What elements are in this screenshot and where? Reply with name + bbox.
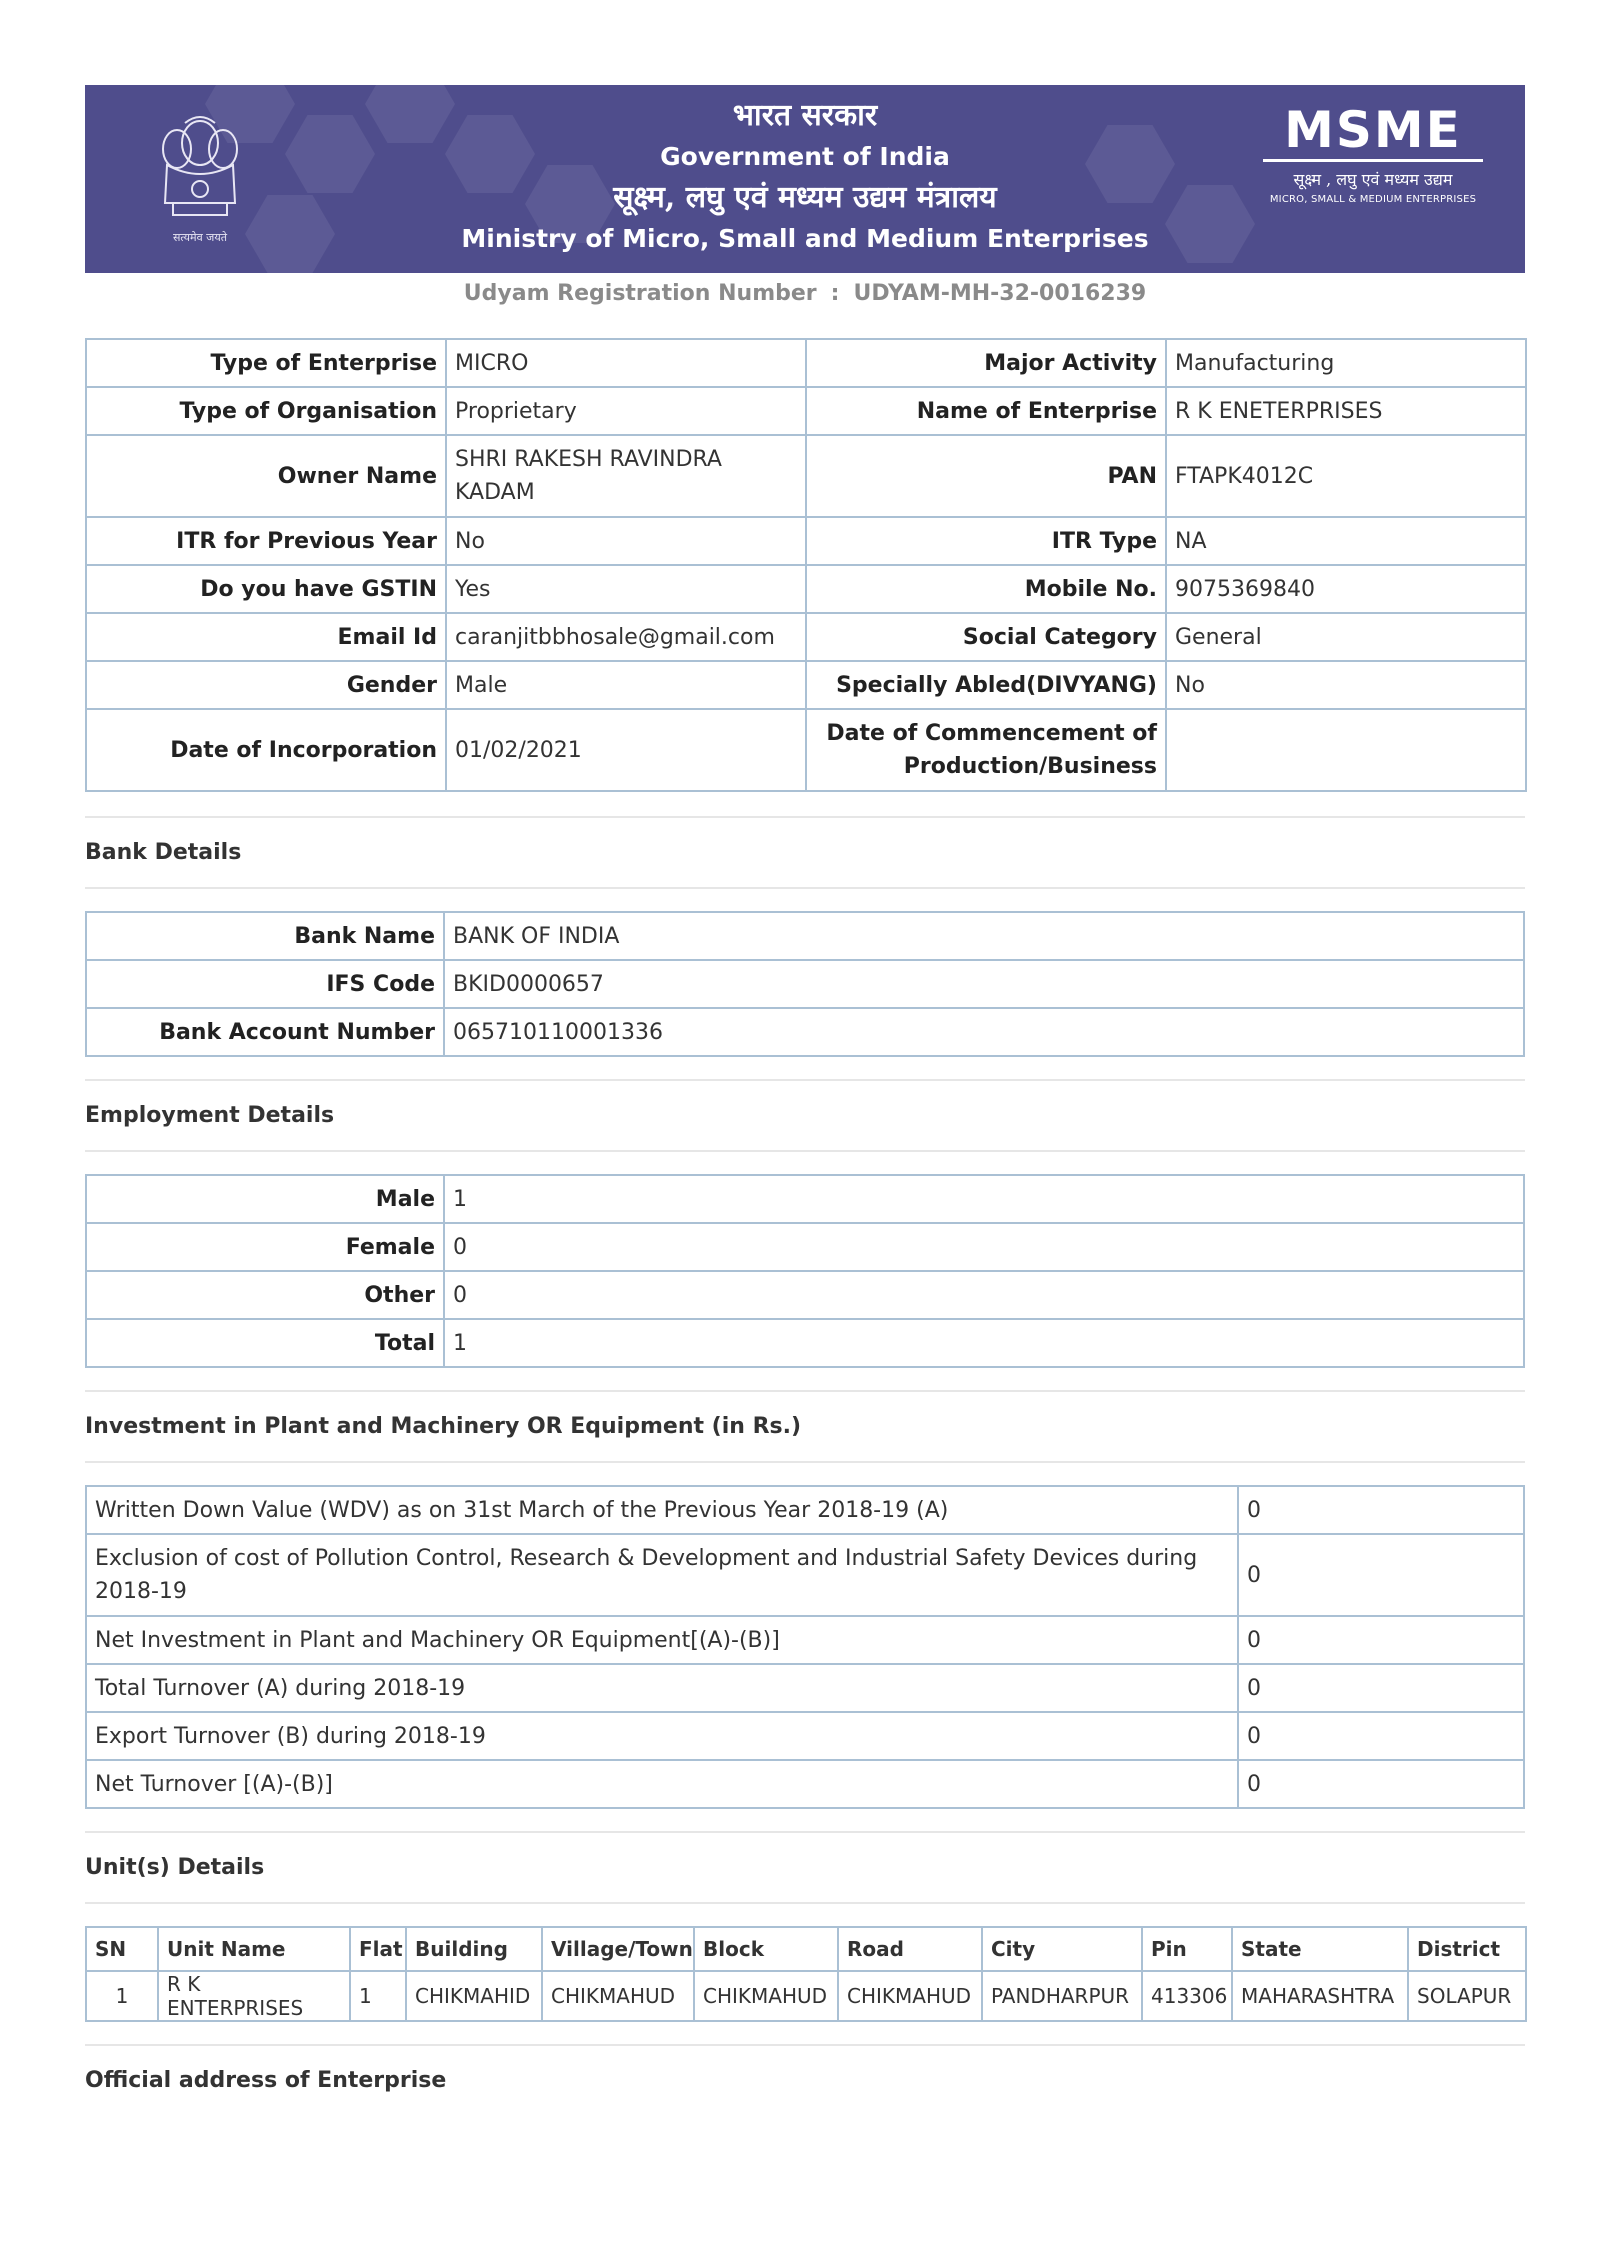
table-cell: SOLAPUR [1408, 1971, 1526, 2021]
registration-label: Udyam Registration Number [463, 281, 817, 306]
msme-logo [1263, 103, 1483, 205]
table-row [86, 517, 1526, 565]
table-header-row [86, 1927, 1526, 1971]
govt-hindi: भारत सरकार [732, 98, 878, 133]
field-value: Yes [446, 565, 806, 613]
field-value: 01/02/2021 [446, 709, 806, 791]
table-cell: CHIKMAHUD [838, 1971, 982, 2021]
certificate-page [85, 85, 1525, 2115]
investment-label: Total Turnover (A) during 2018-19 [86, 1664, 1238, 1712]
table-row [86, 1486, 1524, 1534]
investment-label: Net Investment in Plant and Machinery OR Equipment[(A)-(B)] [86, 1616, 1238, 1664]
field-value: BKID0000657 [444, 960, 1524, 1008]
table-row [86, 1223, 1524, 1271]
field-value: BANK OF INDIA [444, 912, 1524, 960]
investment-label: Export Turnover (B) during 2018-19 [86, 1712, 1238, 1760]
bank-details-table [85, 911, 1525, 1057]
field-value: General [1166, 613, 1526, 661]
field-label: Social Category [806, 613, 1166, 661]
section-title-bank: Bank Details [85, 840, 242, 865]
table-row [86, 1971, 1526, 2021]
investment-value: 0 [1238, 1712, 1524, 1760]
field-label: Date of Incorporation [86, 709, 446, 791]
field-label: Other [86, 1271, 444, 1319]
column-header: Pin [1142, 1927, 1232, 1971]
section-title-investment: Investment in Plant and Machinery OR Equipment (in Rs.) [85, 1414, 802, 1439]
table-row [86, 1319, 1524, 1367]
field-label: PAN [806, 435, 1166, 517]
field-label: ITR Type [806, 517, 1166, 565]
field-label: ITR for Previous Year [86, 517, 446, 565]
investment-value: 0 [1238, 1664, 1524, 1712]
column-header: Flat [350, 1927, 406, 1971]
field-label: Male [86, 1175, 444, 1223]
field-value: 1 [444, 1175, 1524, 1223]
field-label: Specially Abled(DIVYANG) [806, 661, 1166, 709]
enterprise-details-table [85, 338, 1527, 792]
section-divider [85, 887, 1525, 889]
table-cell: MAHARASHTRA [1232, 1971, 1408, 2021]
field-value: R K ENETERPRISES [1166, 387, 1526, 435]
employment-details-table [85, 1174, 1525, 1368]
investment-value: 0 [1238, 1760, 1524, 1808]
emblem-motto: सत्यमेव जयते [172, 231, 228, 244]
field-value: MICRO [446, 339, 806, 387]
table-row [86, 339, 1526, 387]
table-row [86, 435, 1526, 517]
field-label: Total [86, 1319, 444, 1367]
section-title-employment: Employment Details [85, 1103, 335, 1128]
ministry-english: Ministry of Micro, Small and Medium Enterprises [461, 224, 1149, 253]
section-title-units: Unit(s) Details [85, 1855, 265, 1880]
field-label: IFS Code [86, 960, 444, 1008]
field-label: Major Activity [806, 339, 1166, 387]
field-value: Proprietary [446, 387, 806, 435]
table-cell: 413306 [1142, 1971, 1232, 2021]
field-value: No [1166, 661, 1526, 709]
table-row [86, 709, 1526, 791]
table-row [86, 960, 1524, 1008]
field-value: No [446, 517, 806, 565]
table-cell: PANDHARPUR [982, 1971, 1142, 2021]
investment-value: 0 [1238, 1486, 1524, 1534]
section-divider [85, 1150, 1525, 1152]
table-row [86, 1271, 1524, 1319]
field-label: Mobile No. [806, 565, 1166, 613]
field-value: FTAPK4012C [1166, 435, 1526, 517]
column-header: State [1232, 1927, 1408, 1971]
investment-label: Net Turnover [(A)-(B)] [86, 1760, 1238, 1808]
table-cell: CHIKMAHUD [542, 1971, 694, 2021]
field-value: 1 [444, 1319, 1524, 1367]
field-value: 0 [444, 1271, 1524, 1319]
field-label: Type of Enterprise [86, 339, 446, 387]
udyam-registration [85, 281, 1525, 306]
column-header: City [982, 1927, 1142, 1971]
field-value: SHRI RAKESH RAVINDRA KADAM [446, 435, 806, 517]
table-row [86, 661, 1526, 709]
investment-table [85, 1485, 1525, 1809]
table-row [86, 1712, 1524, 1760]
table-row [86, 565, 1526, 613]
field-label: Female [86, 1223, 444, 1271]
table-row [86, 1760, 1524, 1808]
table-cell: 1 [86, 1971, 158, 2021]
table-cell: 1 [350, 1971, 406, 2021]
table-row [86, 1175, 1524, 1223]
field-label: Bank Name [86, 912, 444, 960]
investment-label: Written Down Value (WDV) as on 31st March of the Previous Year 2018-19 (A) [86, 1486, 1238, 1534]
field-value: 9075369840 [1166, 565, 1526, 613]
column-header: District [1408, 1927, 1526, 1971]
field-value [1166, 709, 1526, 791]
investment-label: Exclusion of cost of Pollution Control, Research & Development and Industrial Safety Devices during 2018-19 [86, 1534, 1238, 1616]
field-label: Email Id [86, 613, 446, 661]
field-value: 065710110001336 [444, 1008, 1524, 1056]
field-label: Owner Name [86, 435, 446, 517]
msme-logo-subtitle: MICRO, SMALL & MEDIUM ENTERPRISES [1269, 194, 1477, 205]
table-row [86, 613, 1526, 661]
field-label: Type of Organisation [86, 387, 446, 435]
investment-value: 0 [1238, 1534, 1524, 1616]
column-header: Block [694, 1927, 838, 1971]
section-title-official-address: Official address of Enterprise [85, 2068, 447, 2093]
field-value: Male [446, 661, 806, 709]
field-label: Name of Enterprise [806, 387, 1166, 435]
units-table [85, 1926, 1527, 2022]
column-header: Unit Name [158, 1927, 350, 1971]
table-cell: CHIKMAHID [406, 1971, 542, 2021]
msme-logo-word: MSME [1263, 103, 1483, 162]
header-banner [85, 85, 1525, 273]
column-header: Village/Town [542, 1927, 694, 1971]
investment-value: 0 [1238, 1616, 1524, 1664]
registration-number: UDYAM-MH-32-0016239 [853, 281, 1147, 306]
table-row [86, 912, 1524, 960]
table-row [86, 1534, 1524, 1616]
column-header: Building [406, 1927, 542, 1971]
table-cell: CHIKMAHUD [694, 1971, 838, 2021]
field-value: NA [1166, 517, 1526, 565]
ministry-hindi: सूक्ष्म, लघु एवं मध्यम उद्यम मंत्रालय [613, 180, 997, 215]
registration-separator: : [830, 281, 840, 306]
field-value: caranjitbbhosale@gmail.com [446, 613, 806, 661]
govt-english: Government of India [660, 142, 950, 171]
section-divider [85, 1461, 1525, 1463]
field-label: Do you have GSTIN [86, 565, 446, 613]
field-label: Date of Commencement of Production/Business [806, 709, 1166, 791]
column-header: Road [838, 1927, 982, 1971]
msme-logo-hindi: सूक्ष्म , लघु एवं मध्यम उद्यम [1293, 170, 1453, 189]
table-row [86, 1008, 1524, 1056]
field-label: Bank Account Number [86, 1008, 444, 1056]
column-header: SN [86, 1927, 158, 1971]
table-row [86, 1616, 1524, 1664]
section-divider [85, 1902, 1525, 1904]
field-value: Manufacturing [1166, 339, 1526, 387]
table-row [86, 387, 1526, 435]
table-cell: R K ENTERPRISES [158, 1971, 350, 2021]
field-value: 0 [444, 1223, 1524, 1271]
table-row [86, 1664, 1524, 1712]
field-label: Gender [86, 661, 446, 709]
